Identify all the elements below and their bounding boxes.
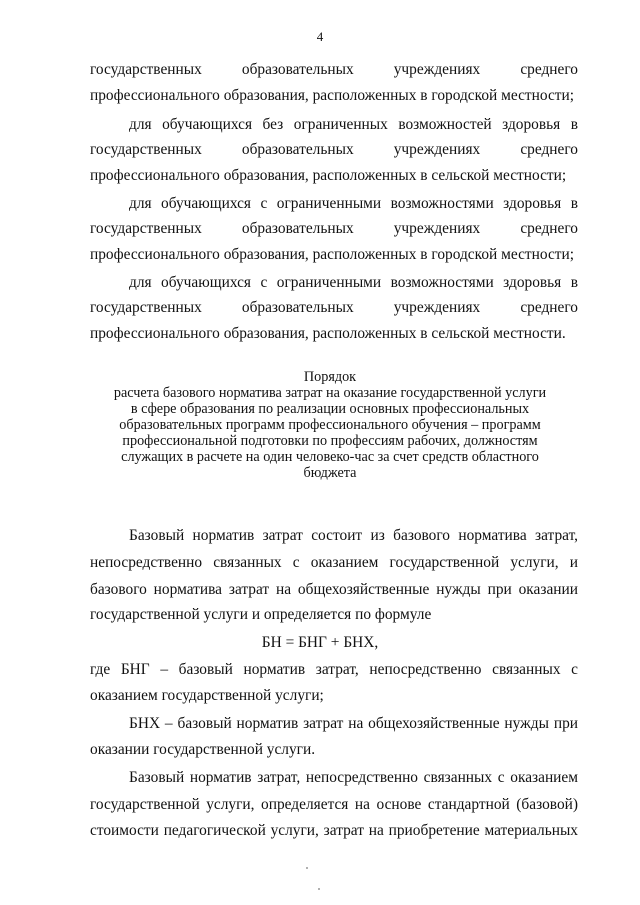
paragraph-line: где БНГ – базовый норматив затрат, непосредственно связанных с: [90, 661, 578, 678]
paragraph-line: государственной услуги и определяется по формуле: [90, 606, 432, 623]
paragraph-line: государственных образовательных учреждениях среднего: [90, 220, 578, 237]
paragraph-line: непосредственно связанных с оказанием государственной услуги, и: [90, 554, 578, 571]
paragraph-line: оказании государственной услуги.: [90, 741, 316, 758]
paragraph-line: государственных образовательных учреждениях среднего: [90, 61, 578, 78]
paragraph-line: БНХ – базовый норматив затрат на общехозяйственные нужды при: [129, 715, 578, 732]
scan-speck: [318, 888, 320, 890]
paragraph-line: профессионального образования, расположенных в городской местности;: [90, 246, 575, 263]
paragraph-line: Базовый норматив затрат, непосредственно связанных с оказанием: [129, 769, 578, 786]
scan-speck: [306, 867, 308, 869]
paragraph-line: для обучающихся с ограниченными возможностями здоровья в: [129, 195, 578, 212]
title-line: бюджета: [303, 465, 357, 481]
paragraph-line: профессионального образования, расположенных в сельской местности.: [90, 325, 566, 342]
paragraph-line: для обучающихся без ограниченных возможностей здоровья в: [129, 116, 578, 133]
title-line: расчета базового норматива затрат на оказание государственной услуги: [113, 385, 547, 401]
paragraph-line: базового норматива затрат на общехозяйственные нужды при оказании: [90, 581, 578, 598]
title-line: образовательных программ профессионального обучения – программ: [119, 417, 541, 433]
paragraph-line: государственных образовательных учреждениях среднего: [90, 141, 578, 158]
title-line: в сфере образования по реализации основных профессиональных: [130, 401, 530, 417]
paragraph-line: для обучающихся с ограниченными возможностями здоровья в: [129, 274, 578, 291]
title-line: профессиональной подготовки по профессиям рабочих, должностям: [122, 433, 538, 449]
paragraph-line: стоимости педагогической услуги, затрат на приобретение материальных: [90, 822, 578, 839]
title-heading: Порядок: [303, 369, 357, 385]
paragraph-line: оказанием государственной услуги;: [90, 687, 324, 704]
section-title: [90, 369, 570, 481]
title-line: служащих в расчете на один человеко-час за счет средств областного: [121, 449, 539, 465]
paragraph-line: БН = БНГ + БНХ,: [261, 634, 379, 651]
paragraph-line: профессионального образования, расположенных в городской местности;: [90, 87, 575, 104]
page-number: 4: [316, 29, 324, 44]
paragraph-line: государственных образовательных учреждениях среднего: [90, 299, 578, 316]
paragraph-line: профессионального образования, расположенных в сельской местности;: [90, 167, 567, 184]
paragraph-line: Базовый норматив затрат состоит из базового норматива затрат,: [129, 527, 578, 544]
paragraph-line: государственной услуги, определяется на основе стандартной (базовой): [90, 796, 578, 813]
